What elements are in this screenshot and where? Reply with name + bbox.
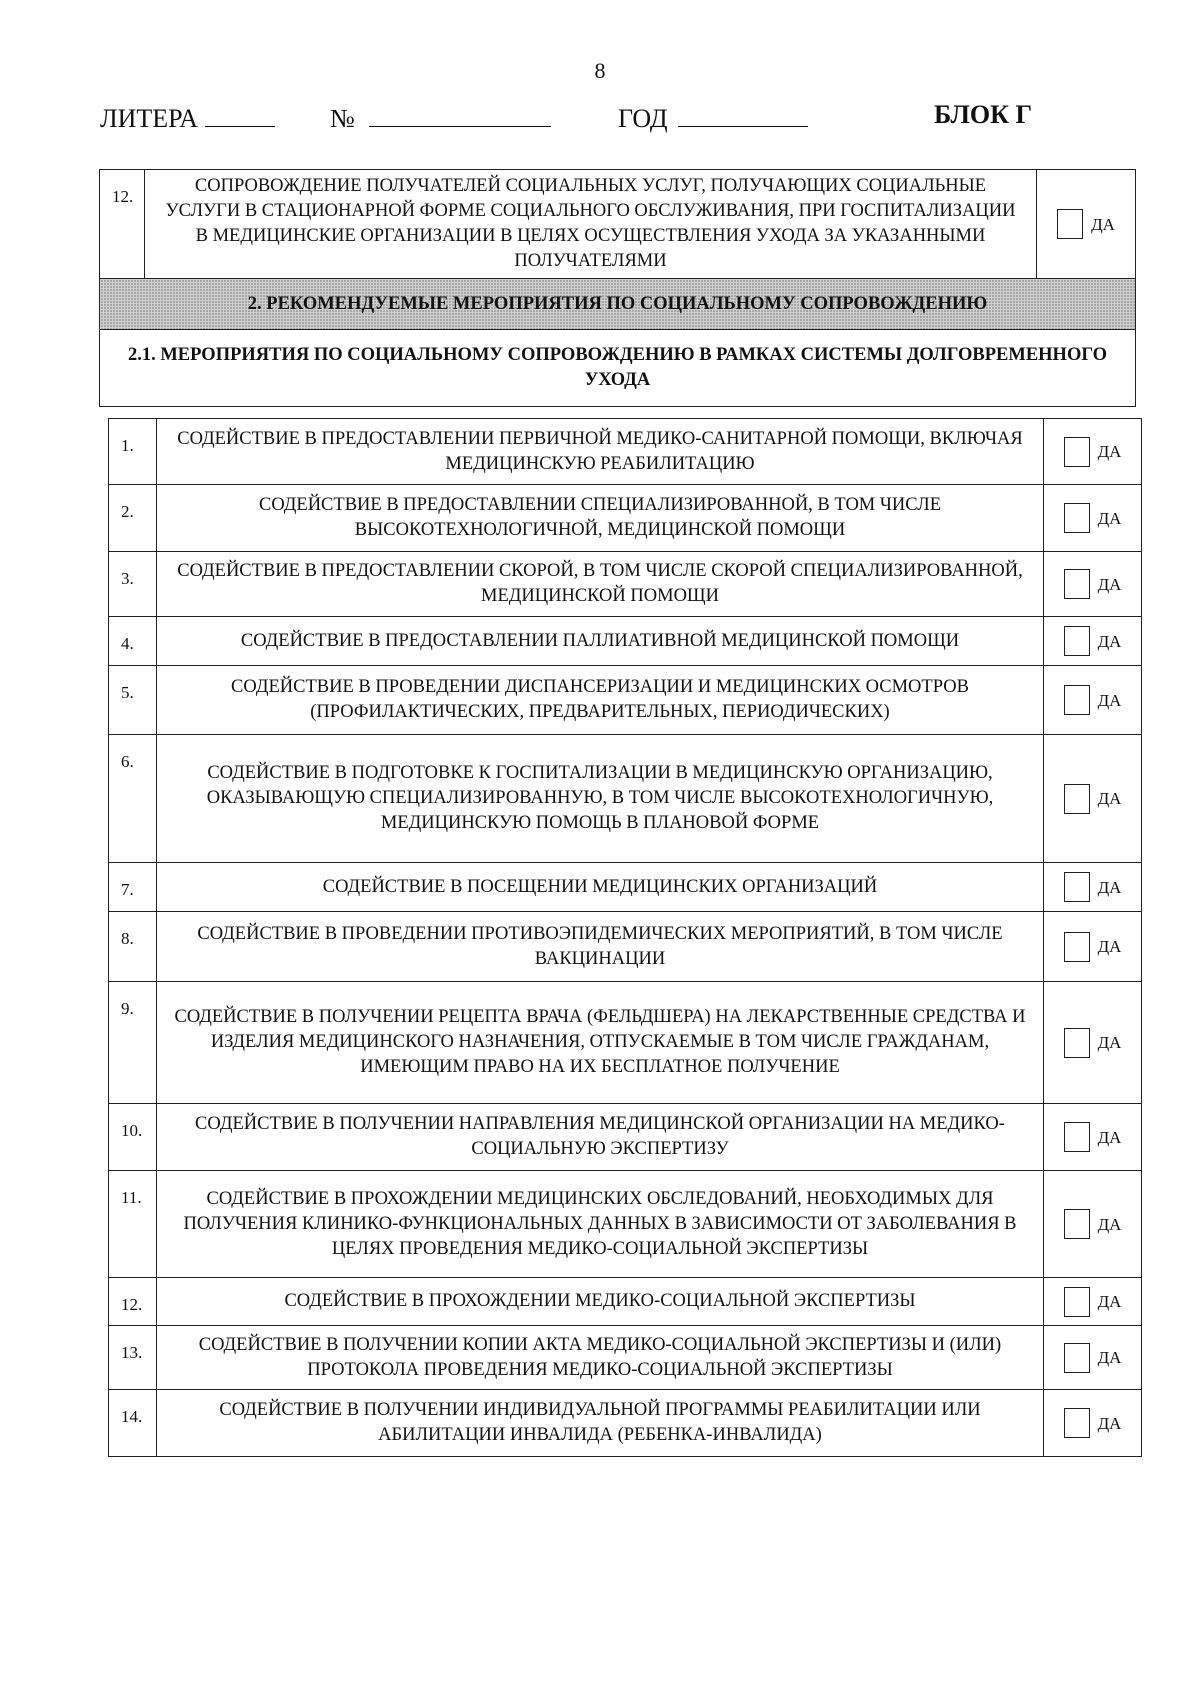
row-number: 14. (109, 1390, 157, 1457)
yes-checkbox[interactable] (1064, 503, 1090, 533)
services-table (108, 418, 1142, 1457)
row-number: 8. (109, 912, 157, 982)
row-text: СОДЕЙСТВИЕ В ПРЕДОСТАВЛЕНИИ СКОРОЙ, В ТОМ ЧИСЛЕ СКОРОЙ СПЕЦИАЛИЗИРОВАННОЙ, МЕДИЦИНСКОЙ ПОМОЩИ (157, 552, 1044, 617)
year-field[interactable] (618, 100, 808, 134)
row-number: 12. (109, 1278, 157, 1326)
row-number: 13. (109, 1326, 157, 1390)
section-row (100, 279, 1136, 330)
yes-label: ДА (1097, 574, 1122, 594)
yes-label: ДА (1097, 508, 1122, 528)
row-check-cell (1044, 617, 1142, 666)
row-text: СОДЕЙСТВИЕ В ПОЛУЧЕНИИ КОПИИ АКТА МЕДИКО-СОЦИАЛЬНОЙ ЭКСПЕРТИЗЫ И (ИЛИ) ПРОТОКОЛА ПРОВЕДЕНИЯ МЕДИКО-СОЦИАЛЬНОЙ ЭКСПЕРТИЗЫ (157, 1326, 1044, 1390)
table-row (109, 1278, 1142, 1326)
yes-label: ДА (1097, 877, 1122, 897)
row-text: СОДЕЙСТВИЕ В ПОСЕЩЕНИИ МЕДИЦИНСКИХ ОРГАНИЗАЦИЙ (157, 863, 1044, 912)
services-table-top (99, 169, 1136, 407)
row-text: СОДЕЙСТВИЕ В ПРОХОЖДЕНИИ МЕДИЦИНСКИХ ОБСЛЕДОВАНИЙ, НЕОБХОДИМЫХ ДЛЯ ПОЛУЧЕНИЯ КЛИНИКО-ФУНКЦИОНАЛЬНЫХ ДАННЫХ В ЗАВИСИМОСТИ ОТ ЗАБОЛЕВАНИЯ В ЦЕЛЯХ ПРОВЕДЕНИЯ МЕДИКО-СОЦИАЛЬНОЙ ЭКСПЕРТИЗЫ (157, 1171, 1044, 1278)
year-blank[interactable] (678, 100, 808, 127)
row-number: 4. (109, 617, 157, 666)
table-row (109, 1171, 1142, 1278)
yes-label: ДА (1097, 1413, 1122, 1433)
row-number: 7. (109, 863, 157, 912)
page-number: 8 (594, 58, 606, 83)
yes-checkbox[interactable] (1064, 872, 1090, 902)
row-check-cell (1044, 552, 1142, 617)
yes-checkbox[interactable] (1064, 784, 1090, 814)
row-text: СОДЕЙСТВИЕ В ПОЛУЧЕНИИ ИНДИВИДУАЛЬНОЙ ПРОГРАММЫ РЕАБИЛИТАЦИИ ИЛИ АБИЛИТАЦИИ ИНВАЛИДА (РЕБЕНКА-ИНВАЛИДА) (157, 1390, 1044, 1457)
yes-label: ДА (1097, 690, 1122, 710)
row-check-cell (1044, 1278, 1142, 1326)
litera-field[interactable] (100, 100, 275, 134)
row-number: 5. (109, 666, 157, 735)
section-heading: 2. РЕКОМЕНДУЕМЫЕ МЕРОПРИЯТИЯ ПО СОЦИАЛЬНОМУ СОПРОВОЖДЕНИЮ (100, 279, 1136, 330)
row-text: СОДЕЙСТВИЕ В ПРОХОЖДЕНИИ МЕДИКО-СОЦИАЛЬНОЙ ЭКСПЕРТИЗЫ (157, 1278, 1044, 1326)
row-check-cell (1044, 1104, 1142, 1171)
yes-checkbox[interactable] (1064, 1122, 1090, 1152)
year-label: ГОД (618, 104, 668, 133)
litera-blank[interactable] (205, 100, 275, 127)
yes-label: ДА (1097, 1033, 1122, 1052)
row-check-cell (1044, 485, 1142, 552)
row-check-cell (1044, 982, 1142, 1104)
yes-checkbox[interactable] (1064, 685, 1090, 715)
yes-label: ДА (1097, 631, 1122, 651)
row-number: 11. (109, 1171, 157, 1278)
row-number: 9. (109, 982, 157, 1104)
yes-checkbox[interactable] (1064, 1287, 1090, 1317)
row-text: СОПРОВОЖДЕНИЕ ПОЛУЧАТЕЛЕЙ СОЦИАЛЬНЫХ УСЛУГ, ПОЛУЧАЮЩИХ СОЦИАЛЬНЫЕ УСЛУГИ В СТАЦИОНАРНОЙ ФОРМЕ СОЦИАЛЬНОГО ОБСЛУЖИВАНИЯ, ПРИ ГОСПИТАЛИЗАЦИИ В МЕДИЦИНСКИЕ ОРГАНИЗАЦИИ В ЦЕЛЯХ ОСУЩЕСТВЛЕНИЯ УХОДА ЗА УКАЗАННЫМИ ПОЛУЧАТЕЛЯМИ (145, 170, 1037, 279)
row-check-cell (1044, 912, 1142, 982)
row-number: 10. (109, 1104, 157, 1171)
table-row (109, 1390, 1142, 1457)
row-number: 2. (109, 485, 157, 552)
row-number: 1. (109, 419, 157, 485)
row-text: СОДЕЙСТВИЕ В ПРЕДОСТАВЛЕНИИ ПЕРВИЧНОЙ МЕДИКО-САНИТАРНОЙ ПОМОЩИ, ВКЛЮЧАЯ МЕДИЦИНСКУЮ РЕАБИЛИТАЦИЮ (157, 419, 1044, 485)
table-row (109, 419, 1142, 485)
yes-checkbox[interactable] (1057, 209, 1083, 239)
row-text: СОДЕЙСТВИЕ В ПОДГОТОВКЕ К ГОСПИТАЛИЗАЦИИ В МЕДИЦИНСКУЮ ОРГАНИЗАЦИЮ, ОКАЗЫВАЮЩУЮ СПЕЦИАЛИЗИРОВАННУЮ, В ТОМ ЧИСЛЕ ВЫСОКОТЕХНОЛОГИЧНУЮ, МЕДИЦИНСКУЮ ПОМОЩЬ В ПЛАНОВОЙ ФОРМЕ (157, 735, 1044, 863)
row-text: СОДЕЙСТВИЕ В ПРОВЕДЕНИИ ПРОТИВОЭПИДЕМИЧЕСКИХ МЕРОПРИЯТИЙ, В ТОМ ЧИСЛЕ ВАКЦИНАЦИИ (157, 912, 1044, 982)
yes-label: ДА (1097, 1348, 1122, 1367)
yes-label: ДА (1097, 937, 1122, 956)
yes-label: ДА (1097, 442, 1122, 461)
table-row (109, 485, 1142, 552)
row-check-cell (1044, 1390, 1142, 1457)
yes-label: ДА (1097, 1292, 1122, 1311)
number-label: № (330, 104, 355, 133)
row-check-cell (1044, 419, 1142, 485)
row-check-cell (1037, 170, 1136, 279)
row-check-cell (1044, 666, 1142, 735)
row-text: СОДЕЙСТВИЕ В ПОЛУЧЕНИИ РЕЦЕПТА ВРАЧА (ФЕЛЬДШЕРА) НА ЛЕКАРСТВЕННЫЕ СРЕДСТВА И ИЗДЕЛИЯ МЕДИЦИНСКОГО НАЗНАЧЕНИЯ, ОТПУСКАЕМЫЕ В ТОМ ЧИСЛЕ ГРАЖДАНАМ, ИМЕЮЩИМ ПРАВО НА ИХ БЕСПЛАТНОЕ ПОЛУЧЕНИЕ (157, 982, 1044, 1104)
number-field[interactable] (330, 100, 551, 134)
table-row (109, 1326, 1142, 1390)
subsection-heading: 2.1. МЕРОПРИЯТИЯ ПО СОЦИАЛЬНОМУ СОПРОВОЖДЕНИЮ В РАМКАХ СИСТЕМЫ ДОЛГОВРЕМЕННОГО УХОДА (100, 330, 1136, 407)
yes-checkbox[interactable] (1064, 1028, 1090, 1058)
table-row (109, 666, 1142, 735)
table-row (109, 735, 1142, 863)
row-number: 3. (109, 552, 157, 617)
yes-label: ДА (1097, 789, 1122, 808)
yes-label: ДА (1097, 1214, 1122, 1234)
row-check-cell (1044, 1326, 1142, 1390)
row-check-cell (1044, 1171, 1142, 1278)
yes-label: ДА (1091, 214, 1115, 234)
block-label: БЛОК Г (934, 100, 1033, 129)
row-number: 12. (100, 170, 145, 279)
table-row (109, 552, 1142, 617)
yes-checkbox[interactable] (1064, 569, 1090, 599)
table-row (109, 1104, 1142, 1171)
row-text: СОДЕЙСТВИЕ В ПРЕДОСТАВЛЕНИИ СПЕЦИАЛИЗИРОВАННОЙ, В ТОМ ЧИСЛЕ ВЫСОКОТЕХНОЛОГИЧНОЙ, МЕДИЦИНСКОЙ ПОМОЩИ (157, 485, 1044, 552)
row-check-cell (1044, 863, 1142, 912)
row-number: 6. (109, 735, 157, 863)
table-row (100, 170, 1136, 279)
row-text: СОДЕЙСТВИЕ В ПРОВЕДЕНИИ ДИСПАНСЕРИЗАЦИИ И МЕДИЦИНСКИХ ОСМОТРОВ (ПРОФИЛАКТИЧЕСКИХ, ПРЕДВАРИТЕЛЬНЫХ, ПЕРИОДИЧЕСКИХ) (157, 666, 1044, 735)
row-check-cell (1044, 735, 1142, 863)
table-row (109, 863, 1142, 912)
number-blank[interactable] (369, 100, 551, 127)
row-text: СОДЕЙСТВИЕ В ПОЛУЧЕНИИ НАПРАВЛЕНИЯ МЕДИЦИНСКОЙ ОРГАНИЗАЦИИ НА МЕДИКО-СОЦИАЛЬНУЮ ЭКСПЕРТИЗУ (157, 1104, 1044, 1171)
table-row (109, 982, 1142, 1104)
row-text: СОДЕЙСТВИЕ В ПРЕДОСТАВЛЕНИИ ПАЛЛИАТИВНОЙ МЕДИЦИНСКОЙ ПОМОЩИ (157, 617, 1044, 666)
yes-checkbox[interactable] (1064, 932, 1090, 962)
yes-checkbox[interactable] (1064, 1408, 1090, 1438)
subsection-row (100, 330, 1136, 407)
table-row (109, 912, 1142, 982)
litera-label: ЛИТЕРА (100, 104, 199, 133)
yes-checkbox[interactable] (1064, 1343, 1090, 1373)
yes-checkbox[interactable] (1064, 437, 1090, 467)
yes-checkbox[interactable] (1064, 1209, 1090, 1239)
table-row (109, 617, 1142, 666)
yes-label: ДА (1097, 1127, 1122, 1147)
form-header (0, 100, 1200, 140)
yes-checkbox[interactable] (1064, 626, 1090, 656)
